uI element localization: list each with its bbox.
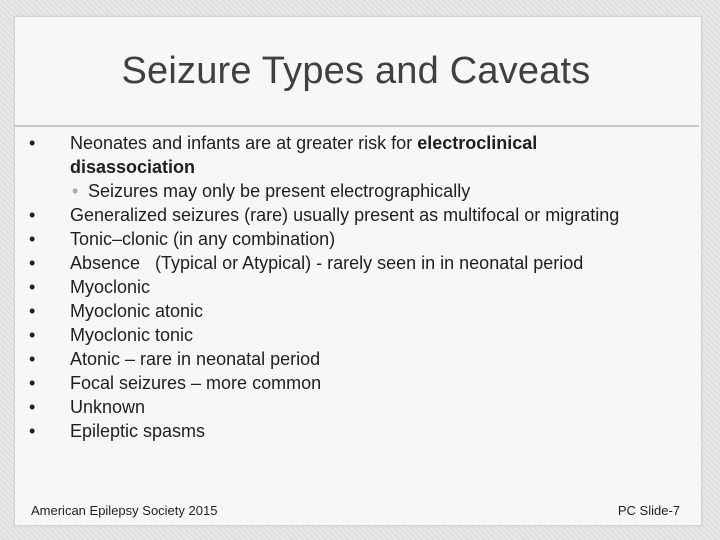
bullet-icon: • <box>29 325 36 345</box>
bullet-icon: • <box>29 421 36 441</box>
list-item <box>26 419 666 443</box>
footer-source: American Epilepsy Society 2015 <box>31 503 218 518</box>
list-item <box>26 275 666 299</box>
list-item-text: Focal seizures – more common <box>70 373 322 393</box>
bullet-icon: • <box>29 205 36 225</box>
bullet-icon: • <box>29 253 36 273</box>
list-item-text: Myoclonic atonic <box>70 301 204 321</box>
sub-list-item-text: Seizures may only be present electrographically <box>88 181 471 201</box>
list-item <box>26 131 666 203</box>
title-divider <box>15 125 699 127</box>
bullet-icon: • <box>29 349 36 369</box>
list-item-bold-text: electroclinical disassociation <box>70 133 538 177</box>
footer-slide-number: PC Slide-7 <box>617 503 680 518</box>
bullet-icon: • <box>29 229 36 249</box>
list-item-text: Epileptic spasms <box>70 421 206 441</box>
bullet-icon: • <box>29 373 36 393</box>
list-item <box>26 323 666 347</box>
list-item <box>26 251 666 275</box>
sub-list-item <box>70 179 666 203</box>
bullet-icon: • <box>29 397 36 417</box>
list-item <box>26 203 666 227</box>
list-item <box>26 395 666 419</box>
bullet-list <box>26 131 666 443</box>
list-item <box>26 371 666 395</box>
list-item-text: Absence (Typical or Atypical) - rarely seen in in neonatal period <box>70 253 584 273</box>
list-item <box>26 227 666 251</box>
list-item <box>26 299 666 323</box>
list-item-text: Tonic–clonic (in any combination) <box>70 229 336 249</box>
list-item-text: Myoclonic <box>70 277 151 297</box>
list-item-text: Unknown <box>70 397 146 417</box>
list-item-text: Generalized seizures (rare) usually present as multifocal or migrating <box>70 205 620 225</box>
bullet-icon: • <box>29 133 36 153</box>
list-item-text: Myoclonic tonic <box>70 325 194 345</box>
slide-title: Seizure Types and Caveats <box>121 50 591 92</box>
bullet-icon: • <box>29 301 36 321</box>
list-item <box>26 347 666 371</box>
list-item-text: Atonic – rare in neonatal period <box>70 349 321 369</box>
bullet-icon: • <box>29 277 36 297</box>
sub-bullet-icon: • <box>72 181 79 201</box>
list-item-text: Neonates and infants are at greater risk for <box>70 133 418 153</box>
